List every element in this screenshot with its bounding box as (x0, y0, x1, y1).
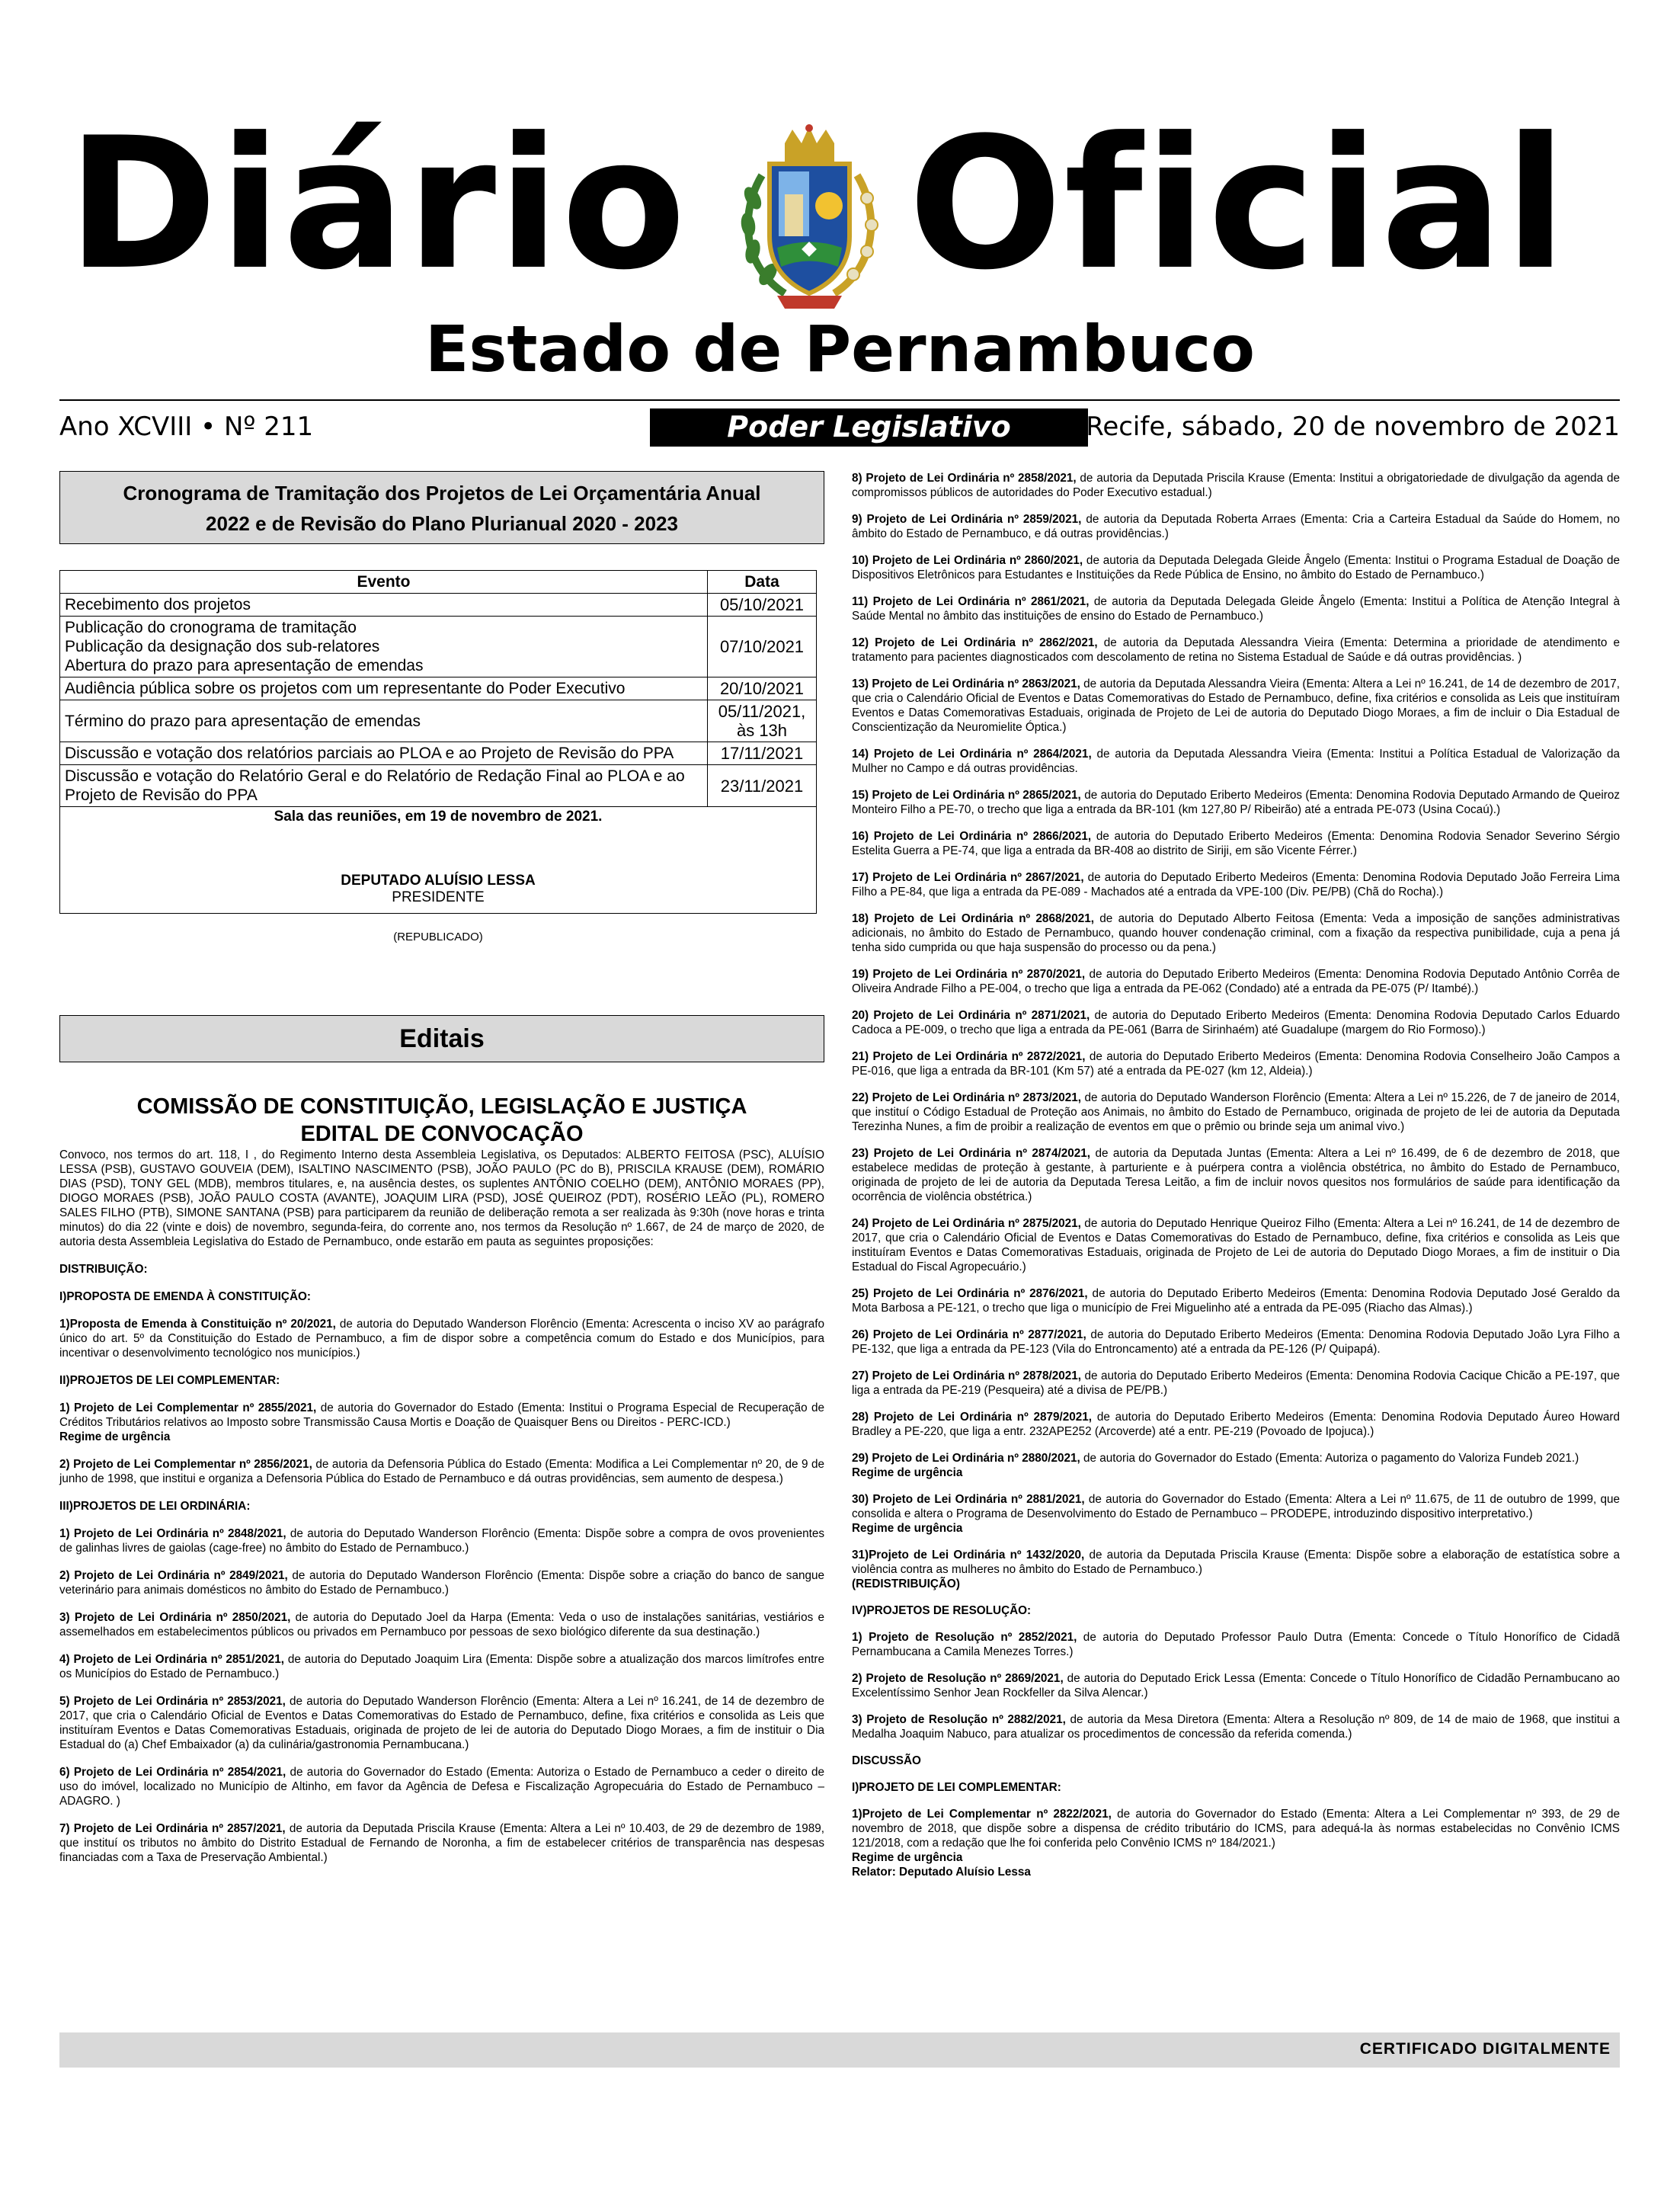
agenda-item-body: de autoria da Deputada Priscila Krause (Ementa: Institui a obrigatoriedade de divulgação da agenda de compromissos públicos de autoridades do Poder Executivo estadual.) (852, 472, 1620, 499)
cronograma-table (59, 570, 817, 807)
agenda-item (852, 512, 1620, 541)
agenda-item-title: 31)Projeto de Lei Ordinária nº 1432/2020, (852, 1549, 1085, 1562)
agenda-item (852, 471, 1620, 500)
agenda-item-title: 10) Projeto de Lei Ordinária nº 2860/2021, (852, 554, 1083, 567)
agenda-item (59, 1694, 824, 1752)
agenda-item-title: 19) Projeto de Lei Ordinária nº 2870/2021, (852, 968, 1086, 981)
masthead-title-right: Oficial (908, 99, 1569, 310)
agenda-item-body: de autoria do Deputado Eriberto Medeiros (Ementa: Denomina Rodovia Conselheiro João Campos a PE-016, que liga a entrada da BR-101 (Km 57) até a entrada da PE-027 (km 12, Aldeia).) (852, 1050, 1620, 1078)
table-row (60, 742, 817, 765)
agenda-item-title: 28) Projeto de Lei Ordinária nº 2879/2021, (852, 1411, 1093, 1424)
agenda-item-body: de autoria do Deputado Eriberto Medeiros (Ementa: Denomina Rodovia Cacique Chicão a PE-197, que liga a entrada da PE-219 (Pesqueira) até a divisa de PE/PB.) (852, 1369, 1620, 1397)
agenda-item (59, 1526, 824, 1555)
masthead-divider (59, 399, 1620, 401)
convocation-intro: Convoco, nos termos do art. 118, I , do Regimento Interno desta Assembleia Legislativa, os Deputados: ALBERTO FEITOSA (PSC), ALUÍSIO LESSA (PSB), GUSTAVO GOUVEIA (DEM), ISALTINO NASCIMENTO (PSB), JOÃO PAULO (PC do B), PRISCILA KRAUSE (DEM), ROMÁRIO DIAS (PSD), TONY GEL (MDB), membros titulares, e, na ausência destes, os suplentes ANTÔNIO COELHO (DEM), ANTÔNIO MORAES (PP), DIOGO MORAES (PSB), JOÃO PAULO COSTA (AVANTE), JOAQUIM LIRA (PSD), JOSÉ QUEIROZ (PDT), ROSÉRIO LEÃO (PL), ROMERO SALES FILHO (PTB), SIMONE SANTANA (PSB) para participarem da reunião de deliberação remota a ser realizada às 9:30h (nove horas e trinta minutos) do dia 22 (vinte e dois) de novembro, segunda-feira, do corrente ano, nos termos da Resolução nº 1.667, de 24 de março de 2020, de autoria desta Assembleia Legislativa do Estado de Pernambuco, onde estarão em pauta as seguintes proposições: (59, 1148, 824, 1248)
cronograma-table-body (60, 594, 817, 807)
agenda-item-body: de autoria do Deputado Professor Paulo Dutra (Ementa: Concede o Título Honorífico de Cidadã Pernambucana a Camila Menezes Torres.) (852, 1631, 1621, 1658)
agenda-item-body: de autoria da Deputada Roberta Arraes (Ementa: Cria a Carteira Estadual da Saúde do Homem, no âmbito do Estado de Pernambuco, e dá outras providências.) (852, 513, 1620, 540)
event-cell (60, 677, 708, 700)
agenda-item-body: de autoria da Defensoria Pública do Estado (Ementa: Modifica a Lei Complementar nº 20, de 9 de junho de 1998, que institui e organiza a Defensoria Pública do Estado de Pernambuco e dá outras providências, sem aumento de despesa.) (59, 1458, 825, 1485)
agenda-section-heading: I)PROPOSTA DE EMENDA À CONSTITUIÇÃO: (59, 1290, 312, 1303)
agenda-item-title: 24) Projeto de Lei Ordinária nº 2875/2021, (852, 1217, 1081, 1230)
masthead-subtitle: Estado de Pernambuco (424, 312, 1256, 386)
agenda-item-body: de autoria da Deputada Alessandra Vieira (Ementa: Institui a Política Estadual de Valorização da Mulher no Campo e dá outras providências. (852, 748, 1621, 775)
agenda-item-body: de autoria da Deputada Delegada Gleide Ângelo (Ementa: Institui a Política de Atenção Integral à Saúde Mental no âmbito das instituições de ensino do Estado de Pernambuco.) (852, 595, 1620, 623)
event-text: Abertura do prazo para apresentação de emendas (65, 657, 424, 674)
agenda-item (852, 1548, 1620, 1591)
agenda-item-title: 23) Projeto de Lei Ordinária nº 2874/2021, (852, 1147, 1090, 1160)
masthead (0, 0, 1680, 396)
column-header-date: Data (708, 571, 817, 594)
agenda-item-title: 30) Projeto de Lei Ordinária nº 2881/2021, (852, 1493, 1085, 1506)
event-text: Publicação da designação dos sub-relatores (65, 638, 380, 655)
agenda-item-note: Regime de urgência (852, 1522, 963, 1535)
agenda-item-note: Regime de urgência (59, 1430, 171, 1443)
agenda-item-body: de autoria do Governador do Estado (Ementa: Altera a Lei nº 11.675, de 11 de outubro de 1999, que consolida e altera o Programa de Desenvolvimento do Estado de Pernambuco – PRODEPE, introduzindo dispositivo interpretativo.) (852, 1493, 1620, 1520)
agenda-item-body: de autoria da Deputada Priscila Krause (Ementa: Altera a Lei nº 10.403, de 29 de dezembro de 1989, que instituí os tributos no âmbito do Distrito Estadual de Fernando de Noronha, a fim de estabelecer critérios de transparência nas despesas financiadas com a Taxa de Preservação Ambiental.) (59, 1822, 824, 1864)
agenda-item-title: 27) Projeto de Lei Ordinária nº 2878/2021, (852, 1369, 1082, 1382)
agenda-item (852, 1328, 1620, 1357)
agenda-item-body: de autoria da Deputada Alessandra Vieira (Ementa: Altera a Lei nº 16.241, de 14 de dezembro de 2017, que cria o Calendário Oficial de Eventos e Datas Comemorativas do Estado de Pernambuco, define, fixa critérios e consolida as Leis que instituíram Eventos e Datas Comemorativas Estaduais, originada de Projeto de Lei de autoria do Deputado Diogo Moraes, a fim de incluir o Dia Estadual de Conscientização da Neuromielite Óptica.) (852, 677, 1620, 734)
agenda-item (852, 1630, 1620, 1659)
agenda-item (852, 1712, 1620, 1741)
event-cell (60, 594, 708, 617)
event-text: Projeto de Revisão do PPA (65, 786, 258, 804)
agenda-section-heading: I)PROJETO DE LEI COMPLEMENTAR: (852, 1781, 1061, 1794)
cronograma-title-line1: Cronograma de Tramitação dos Projetos de Lei Orçamentária Anual (123, 482, 761, 505)
edition-infobar (59, 408, 1620, 447)
right-agenda-list (852, 471, 1620, 1879)
event-cell (60, 617, 708, 677)
masthead-title-left: Diário (67, 99, 688, 310)
agenda-item-body: de autoria do Deputado Wanderson Florêncio (Ementa: Altera a Lei nº 15.226, de 7 de janeiro de 2014, que instituí o Código Estadual de Proteção aos Animais, no âmbito do Estado de Pernambuco, originada de projeto de lei de autoria da Deputada Terezinha Nunes, a fim de proibir a realização de eventos em que o prêmio ou brinde seja um animal vivo.) (852, 1091, 1620, 1133)
agenda-item-title: 9) Projeto de Lei Ordinária nº 2859/2021, (852, 513, 1082, 526)
agenda-item-title: 22) Projeto de Lei Ordinária nº 2873/2021, (852, 1091, 1082, 1104)
agenda-item-title: 13) Projeto de Lei Ordinária nº 2863/2021, (852, 677, 1080, 690)
comissao-heading (59, 1093, 824, 1148)
signatory-name: DEPUTADO ALUÍSIO LESSA (341, 873, 536, 889)
date-cell: 05/10/2021 (708, 594, 817, 617)
editais-section-header: Editais (59, 1015, 824, 1062)
agenda-item-title: 7) Projeto de Lei Ordinária nº 2857/2021, (59, 1822, 286, 1835)
agenda-item-body: de autoria do Deputado Wanderson Florêncio (Ementa: Acrescenta o inciso XV ao parágrafo único do art. 5º da Constituição do Estado de Pernambuco, a fim de dispor sobre a competência comum do Estado e dos Municípios, para incentivar o desenvolvimento tecnológico nos municípios.) (59, 1318, 824, 1360)
agenda-item-body: de autoria do Deputado Eriberto Medeiros (Ementa: Denomina Rodovia Deputado Carlos Eduardo Cadoca a PE-009, o trecho que liga a entrada da PE-061 (Barra de Sirinhaém) até Guadalupe (margem do Rio Formoso).) (852, 1009, 1620, 1036)
date-cell: 17/11/2021 (708, 742, 817, 765)
edition-number: Ano XCVIII • Nº 211 (59, 412, 314, 442)
table-row (60, 617, 817, 677)
event-text: Publicação do cronograma de tramitação (65, 619, 357, 636)
coat-of-arms-icon (731, 122, 888, 312)
agenda-section-heading: DISTRIBUIÇÃO: (59, 1263, 148, 1276)
agenda-item-title: 17) Projeto de Lei Ordinária nº 2867/2021, (852, 871, 1084, 884)
agenda-item-body: de autoria do Deputado Wanderson Florêncio (Ementa: Dispõe sobre a criação do banco de sangue veterinário para animais domésticos no âmbito do Estado de Pernambuco.) (59, 1569, 824, 1597)
date-cell: 07/10/2021 (708, 617, 817, 677)
agenda-item (852, 1146, 1620, 1204)
agenda-item-body: de autoria do Governador do Estado (Ementa: Autoriza o pagamento do Valoriza Fundeb 2021.) (1080, 1452, 1579, 1465)
cronograma-signature (59, 807, 817, 914)
table-row (60, 765, 817, 807)
agenda-item-title: 8) Projeto de Lei Ordinária nº 2858/2021, (852, 472, 1077, 485)
agenda-item (852, 636, 1620, 665)
agenda-item (852, 553, 1620, 582)
cronograma-title-line2: 2022 e de Revisão do Plano Plurianual 2020 - 2023 (206, 512, 678, 535)
agenda-item (852, 870, 1620, 899)
agenda-item-title: 1) Projeto de Resolução nº 2852/2021, (852, 1631, 1077, 1644)
agenda-item-title: 2) Projeto de Lei Ordinária nº 2849/2021, (59, 1569, 288, 1582)
cronograma-title-box (59, 471, 824, 544)
agenda-item-body: de autoria da Deputada Delegada Gleide Ângelo (Ementa: Institui o Programa Estadual de Doação de Dispositivos Eletrônicos para Estudantes e Instituições da Rede Pública de Ensino, no âmbito do Estado de Pernambuco.) (852, 554, 1620, 581)
agenda-item (852, 1451, 1620, 1480)
agenda-item (852, 1286, 1620, 1315)
agenda-item (852, 911, 1620, 955)
agenda-item (852, 788, 1620, 817)
agenda-item-body: de autoria do Deputado Eriberto Medeiros (Ementa: Denomina Rodovia Deputado José Geraldo da Mota Barbosa a PE-121, o trecho que liga o município de Frei Miguelinho até a entrada da PE-095 (Riacho das Almas).) (852, 1287, 1620, 1315)
agenda-item-body: de autoria do Deputado Eriberto Medeiros (Ementa: Denomina Rodovia Deputado João Ferreira Lima Filho a PE-84, que liga a entrada da PE-089 - Machados até a entrada da VPE-100 (Div. PE/PB) (Chã do Rocha).) (852, 871, 1620, 899)
agenda-item (852, 1091, 1620, 1134)
agenda-item (59, 1821, 824, 1865)
republicado-note: (REPUBLICADO) (393, 931, 483, 943)
table-row (60, 700, 817, 742)
section-label: Poder Legislativo (650, 408, 1088, 447)
agenda-item (59, 1457, 824, 1486)
agenda-item-note: (REDISTRIBUIÇÃO) (852, 1578, 960, 1590)
agenda-item-body: de autoria do Deputado Eriberto Medeiros (Ementa: Denomina Rodovia Senador Severino Sérgio Estelita Guerra a PE-74, que liga a entrada da BR-408 ao distrito de Siriji, em são Vicente Férrer.) (852, 830, 1620, 857)
agenda-item-body: de autoria do Deputado Eriberto Medeiros (Ementa: Denomina Rodovia Deputado Armando de Queiroz Monteiro Filho a PE-70, o trecho que liga a entrada da BR-101 (km 127,80 P/ Ribeirão) até a entrada PE-073 (Usina Cocaú).) (852, 789, 1620, 816)
agenda-item-body: de autoria do Deputado Joaquim Lira (Ementa: Dispõe sobre a atualização dos marcos limítrofes entre os Municípios do Estado de Pernambuco.) (59, 1653, 824, 1680)
agenda-item (852, 1807, 1620, 1879)
agenda-item-body: de autoria do Deputado Wanderson Florêncio (Ementa: Altera a Lei nº 16.241, de 14 de dezembro de 2017, que cria o Calendário Oficial de Eventos e Datas Comemorativas do Estado de Pernambuco, define, fixa critérios e consolida as Leis que instituíram Eventos e Datas Comemorativas Estaduais, originada de projeto de lei de autoria do Deputado Diogo Moraes, a fim de instituir o Dia Estadual do (a) Chef Embaixador (a) da culinária/gastronomia Pernambucana.) (59, 1695, 825, 1751)
agenda-item-title: 3) Projeto de Lei Ordinária nº 2850/2021, (59, 1611, 291, 1624)
agenda-item-title: 16) Projeto de Lei Ordinária nº 2866/2021, (852, 830, 1092, 843)
agenda-item-body: de autoria do Governador do Estado (Ementa: Altera a Lei Complementar nº 393, de 29 de novembro de 2018, que dispõe sobre a dispensa de crédito tributário do ICMS, para adequá-la às normas estabelecidas no Convênio ICMS 121/2018, com a redação que lhe foi conferida pelo Convênio ICMS nº 184/2021.) (852, 1808, 1620, 1850)
agenda-item-body: de autoria da Mesa Diretora (Ementa: Altera a Resolução nº 809, de 14 de maio de 1968, que institui a Medalha Joaquim Nabuco, para atualizar os procedimentos de concessão da referida comenda.) (852, 1713, 1621, 1741)
sala-reunioes-text: Sala das reuniões, em 19 de novembro de 2021. (274, 809, 603, 825)
date-cell: 20/10/2021 (708, 677, 817, 700)
edition-date: Recife, sábado, 20 de novembro de 2021 (1086, 412, 1620, 442)
agenda-item (59, 1765, 824, 1808)
agenda-item-title: 5) Projeto de Lei Ordinária nº 2853/2021, (59, 1695, 286, 1708)
agenda-item (852, 829, 1620, 858)
agenda-item (852, 967, 1620, 996)
agenda-item-title: 4) Projeto de Lei Ordinária nº 2851/2021, (59, 1653, 284, 1666)
agenda-item-body: de autoria do Deputado Eriberto Medeiros (Ementa: Denomina Rodovia Deputado Áureo Howard Bradley a PE-220, que liga a entr. 232APE252 (Arcoverde) até a entr. PE-219 (Povoado de Ipojuca).) (852, 1411, 1620, 1438)
edital-title: EDITAL DE CONVOCAÇÃO (300, 1122, 584, 1146)
agenda-item-title: 6) Projeto de Lei Ordinária nº 2854/2021, (59, 1766, 286, 1779)
agenda-item-body: de autoria do Deputado Henrique Queiroz Filho (Ementa: Altera a Lei nº 16.241, de 14 de dezembro de 2017, que cria o Calendário Oficial de Eventos e Datas Comemorativas do Estado de Pernambuco, define, fixa critérios e consolida as Leis que instituíram Eventos e Datas Comemorativas Estaduais, originada de Projeto de Lei de autoria do Deputado Diogo Moraes, a fim de instituir o Dia Estadual do Fiscal Agropecuário.) (852, 1217, 1620, 1273)
agenda-item (59, 1568, 824, 1597)
agenda-item-title: 2) Projeto de Resolução nº 2869/2021, (852, 1672, 1064, 1685)
agenda-item (852, 1410, 1620, 1439)
event-text: Discussão e votação do Relatório Geral e do Relatório de Redação Final ao PLOA e ao (65, 767, 685, 785)
agenda-item-title: 2) Projeto de Lei Complementar nº 2856/2021, (59, 1458, 312, 1471)
agenda-item (59, 1317, 824, 1360)
agenda-item-title: 25) Projeto de Lei Ordinária nº 2876/2021, (852, 1287, 1088, 1300)
agenda-item-title: 14) Projeto de Lei Ordinária nº 2864/2021, (852, 748, 1092, 761)
agenda-item (59, 1401, 824, 1444)
event-text: Discussão e votação dos relatórios parciais ao PLOA e ao Projeto de Revisão do PPA (65, 745, 674, 762)
agenda-item-title: 1)Projeto de Lei Complementar nº 2822/2021, (852, 1808, 1112, 1821)
left-column (59, 471, 824, 1878)
event-cell (60, 700, 708, 742)
agenda-item-title: 20) Projeto de Lei Ordinária nº 2871/2021, (852, 1009, 1090, 1022)
agenda-item-body: de autoria do Deputado Alberto Feitosa (Ementa: Veda a imposição de sanções administrativas adicionais, no âmbito do Estado de Pernambuco, quando houver condenação criminal, com a fixação da respectiva punibilidade, cuja a pena já tenha sido cumprida ou que haja suspensão do processo ou da pena.) (852, 912, 1621, 954)
agenda-section-heading: DISCUSSÃO (852, 1754, 921, 1767)
date-cell: 23/11/2021 (708, 765, 817, 807)
agenda-section-heading: IV)PROJETOS DE RESOLUÇÃO: (852, 1604, 1032, 1617)
table-header-row (60, 571, 817, 594)
agenda-item-title: 1) Projeto de Lei Complementar nº 2855/2021, (59, 1401, 317, 1414)
agenda-section-heading: III)PROJETOS DE LEI ORDINÁRIA: (59, 1500, 251, 1513)
signatory-role: PRESIDENTE (392, 889, 485, 905)
agenda-item (852, 677, 1620, 735)
event-text: Término do prazo para apresentação de emendas (65, 712, 421, 730)
event-cell (60, 765, 708, 807)
event-text: Recebimento dos projetos (65, 596, 251, 613)
agenda-item-title: 11) Projeto de Lei Ordinária nº 2861/2021, (852, 595, 1090, 608)
agenda-item (59, 1652, 824, 1681)
left-agenda-list (59, 1262, 824, 1865)
agenda-item-body: de autoria da Deputada Alessandra Vieira (Ementa: Determina a prioridade de atendimento e tratamento para pacientes diagnosticados com descolamento de retina no Sistema Estadual de Saúde e dá outras providências. ) (852, 636, 1620, 664)
event-text: Audiência pública sobre os projetos com um representante do Poder Executivo (65, 680, 626, 697)
agenda-item-body: de autoria do Governador do Estado (Ementa: Autoriza o Estado de Pernambuco a ceder o direito de uso do imóvel, localizado no Município de Altinho, em favor da Agência de Defesa e Fiscalização Agropecuária do Estado de Pernambuco – ADAGRO. ) (59, 1766, 824, 1808)
agenda-item-body: de autoria do Governador do Estado (Ementa: Institui o Programa Especial de Recuperação de Créditos Tributários relativos ao Imposto sobre Transmissão Causa Mortis e Doação de Quaisquer Bens ou Direitos - PERC-ICD.) (59, 1401, 825, 1429)
agenda-item-body: de autoria do Deputado Eriberto Medeiros (Ementa: Denomina Rodovia Deputado Antônio Corrêa de Oliveira Andrade Filho a PE-004, o trecho que liga a entrada da PE-062 (Condado) até a entrada da PE-075 (P/ Itambé).) (852, 968, 1620, 995)
agenda-item-title: 3) Projeto de Resolução nº 2882/2021, (852, 1713, 1066, 1726)
right-column (852, 471, 1620, 1891)
event-cell (60, 742, 708, 765)
comissao-title: COMISSÃO DE CONSTITUIÇÃO, LEGISLAÇÃO E JUSTIÇA (136, 1094, 747, 1119)
agenda-item-body: de autoria do Deputado Joel da Harpa (Ementa: Veda o uso de instalações sanitárias, vestiários e assemelhados em estabelecimentos públicos ou privados em Pernambuco por pessoas de sexo biológico diferente da sua destinação.) (59, 1611, 825, 1638)
agenda-item (852, 1369, 1620, 1398)
agenda-item-body: de autoria do Deputado Eriberto Medeiros (Ementa: Denomina Rodovia Deputado João Lyra Filho a PE-132, que liga a entrada da PE-123 (Vila do Entroncamento) até a entrada da PE-126 (P/ Quipapá). (852, 1328, 1620, 1356)
column-header-event: Evento (60, 571, 708, 594)
agenda-item (852, 1008, 1620, 1037)
agenda-item-title: 15) Projeto de Lei Ordinária nº 2865/2021, (852, 789, 1081, 802)
agenda-item-title: 21) Projeto de Lei Ordinária nº 2872/2021, (852, 1050, 1086, 1063)
agenda-item (852, 1671, 1620, 1700)
agenda-item-note: Regime de urgência (852, 1466, 963, 1479)
table-row (60, 594, 817, 617)
agenda-item (59, 1610, 824, 1639)
table-row (60, 677, 817, 700)
agenda-item-title: 26) Projeto de Lei Ordinária nº 2877/2021, (852, 1328, 1086, 1341)
agenda-section-heading: II)PROJETOS DE LEI COMPLEMENTAR: (59, 1374, 280, 1387)
agenda-item (852, 1049, 1620, 1078)
date-cell: 05/11/2021, às 13h (708, 700, 817, 742)
footer-bar (59, 2032, 1620, 2068)
agenda-item-body: de autoria da Deputada Juntas (Ementa: Altera a Lei nº 16.499, de 6 de dezembro de 2018, que estabelece medidas de proteção à gestante, à parturiente e à puérpera contra a violência obstétrica, no âmbito do Estado de Pernambuco, originada de projeto de lei de autoria da Deputada Teresa Leitão, a fim de incluir novos quesitos nos formulários de saúde para identificação da ocorrência de violência obstétrica.) (852, 1147, 1620, 1203)
agenda-item (852, 747, 1620, 776)
agenda-item-body: de autoria do Deputado Wanderson Florêncio (Ementa: Dispõe sobre a compra de ovos provenientes de galinhas livres de gaiolas (cage-free) no âmbito do Estado de Pernambuco.) (59, 1527, 824, 1555)
agenda-item-title: 29) Projeto de Lei Ordinária nº 2880/2021, (852, 1452, 1080, 1465)
agenda-item-title: 1) Projeto de Lei Ordinária nº 2848/2021, (59, 1527, 286, 1540)
agenda-item-title: 1)Proposta de Emenda à Constituição nº 20/2021, (59, 1318, 336, 1331)
agenda-item (852, 594, 1620, 623)
agenda-item (852, 1492, 1620, 1536)
agenda-item (852, 1216, 1620, 1274)
agenda-item-note: Regime de urgência Relator: Deputado Aluísio Lessa (852, 1851, 1031, 1879)
agenda-item-title: 12) Projeto de Lei Ordinária nº 2862/2021, (852, 636, 1098, 649)
agenda-item-body: de autoria da Deputada Priscila Krause (Ementa: Dispõe sobre a elaboração de estatística sobre a violência contra as mulheres no âmbito do Estado de Pernambuco.) (852, 1549, 1620, 1576)
agenda-item-body: de autoria do Deputado Erick Lessa (Ementa: Concede o Título Honorífico de Cidadão Pernambucano ao Excelentíssimo Senhor Jean Rockfeller da Silva Alencar.) (852, 1672, 1621, 1699)
agenda-item-title: 18) Projeto de Lei Ordinária nº 2868/2021, (852, 912, 1094, 925)
digital-certificate-label: CERTIFICADO DIGITALMENTE (1359, 2040, 1611, 2058)
